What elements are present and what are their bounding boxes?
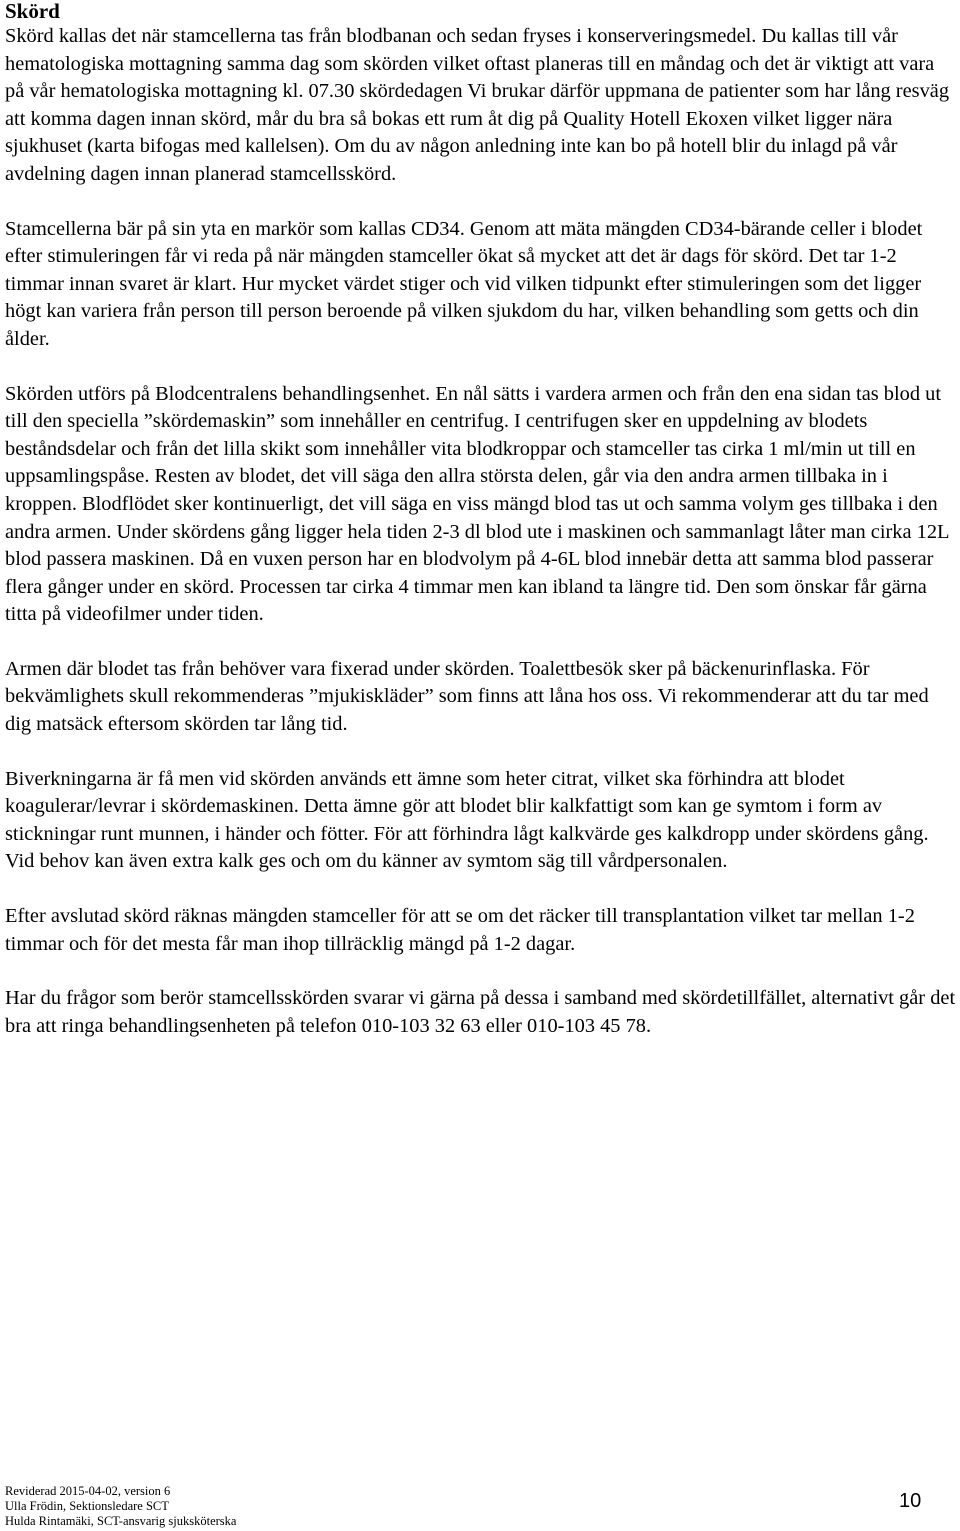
page-title: Skörd <box>5 0 60 23</box>
footer-author-2: Hulda Rintamäki, SCT-ansvarig sjuksköterska <box>5 1514 237 1528</box>
paragraph-after-harvest: Efter avslutad skörd räknas mängden stamceller för att se om det räcker till transplantation vilket tar mellan 1-2 timmar och för det mesta får man ihop tillräcklig mängd på 1-2 dagar. <box>5 905 915 955</box>
paragraph-cd34-marker: Stamcellerna bär på sin yta en markör som kallas CD34. Genom att mäta mängden CD34-bärande celler i blodet efter stimuleringen får vi reda på när mängden stamceller ökat så mycket att det är dags för skörd. Det tar 1-2 timmar innan svaret är klart. Hur mycket värdet stiger och vid vilken tidpunkt efter stimuleringen som det ligger högt kan variera från person till person beroende på vilken sjukdom du har, vilken behandling som getts och din ålder. <box>5 217 923 350</box>
paragraph-procedure: Skörden utförs på Blodcentralens behandlingsenhet. En nål sätts i vardera armen och från den ena sidan tas blod ut till den speciella ”skördemaskin” som innehåller en centrifug. I centrifugen sker en uppdelning av blodets beståndsdelar och från det lilla skikt som innehåller vita blodkroppar och stamceller tas cirka 1 ml/min ut till en uppsamlingspåse. Resten av blodet, det vill säga den allra största delen, går via den andra armen tillbaka in i kroppen. Blodflödet sker kontinuerligt, det vill säga en viss mängd blod tas ut och samma volym ges tillbaka i den andra armen. Under skördens gång ligger hela tiden 2-3 dl blod ute i maskinen och sammanlagt låter man cirka 12L blod passera maskinen. Då en vuxen person har en blodvolym på 4-6L blod innebär detta att samma blod passerar flera gånger under en skörd. Processen tar cirka 4 timmar men kan ibland ta längre tid. Den som önskar får gärna titta på videofilmer under tiden. <box>5 382 949 626</box>
page-number: 10 <box>899 1490 922 1512</box>
document-footer <box>5 1484 236 1529</box>
paragraph-harvest-intro: Skörd kallas det när stamcellerna tas från blodbanan och sedan fryses i konserveringsmedel. Du kallas till vår hematologiska mottagning samma dag som skörden vilket oftast planeras till en måndag och det är viktigt att vara på vår hematologiska mottagning kl. 07.30 skördedagen Vi brukar därför uppmana de patienter som har lång resväg att komma dagen innan skörd, mår du bra så bokas ett rum åt dig på Quality Hotell Ekoxen vilket ligger nära sjukhuset (karta bifogas med kallelsen). Om du av någon anledning inte kan bo på hotell blir du inlagd på vår avdelning dagen innan planerad stamcellsskörd. <box>5 25 950 185</box>
footer-author-1: Ulla Frödin, Sektionsledare SCT <box>5 1499 169 1513</box>
paragraph-questions-contact: Har du frågor som berör stamcellsskörden svarar vi gärna på dessa i samband med skördetillfället, alternativt går det bra att ringa behandlingsenheten på telefon 010-103 32 63 eller 010-103 45 78. <box>5 987 956 1037</box>
paragraph-arm-fixation: Armen där blodet tas från behöver vara fixerad under skörden. Toalettbesök sker på bäckenurinflaska. För bekvämlighets skull rekommenderas ”mjukiskläder” som finns att låna hos oss. Vi rekommenderar att du tar med dig matsäck eftersom skörden tar lång tid. <box>5 657 929 736</box>
footer-revision: Reviderad 2015-04-02, version 6 <box>5 1484 171 1498</box>
paragraph-side-effects: Biverkningarna är få men vid skörden används ett ämne som heter citrat, vilket ska förhindra att blodet koagulerar/levrar i skördemaskinen. Detta ämne gör att blodet blir kalkfattigt som kan ge symtom i form av stickningar runt munnen, i händer och fötter. För att förhindra lågt kalkvärde ges kalkdropp under skördens gång. Vid behov kan även extra kalk ges och om du känner av symtom säg till vårdpersonalen. <box>5 767 929 873</box>
document-page <box>5 0 957 1067</box>
